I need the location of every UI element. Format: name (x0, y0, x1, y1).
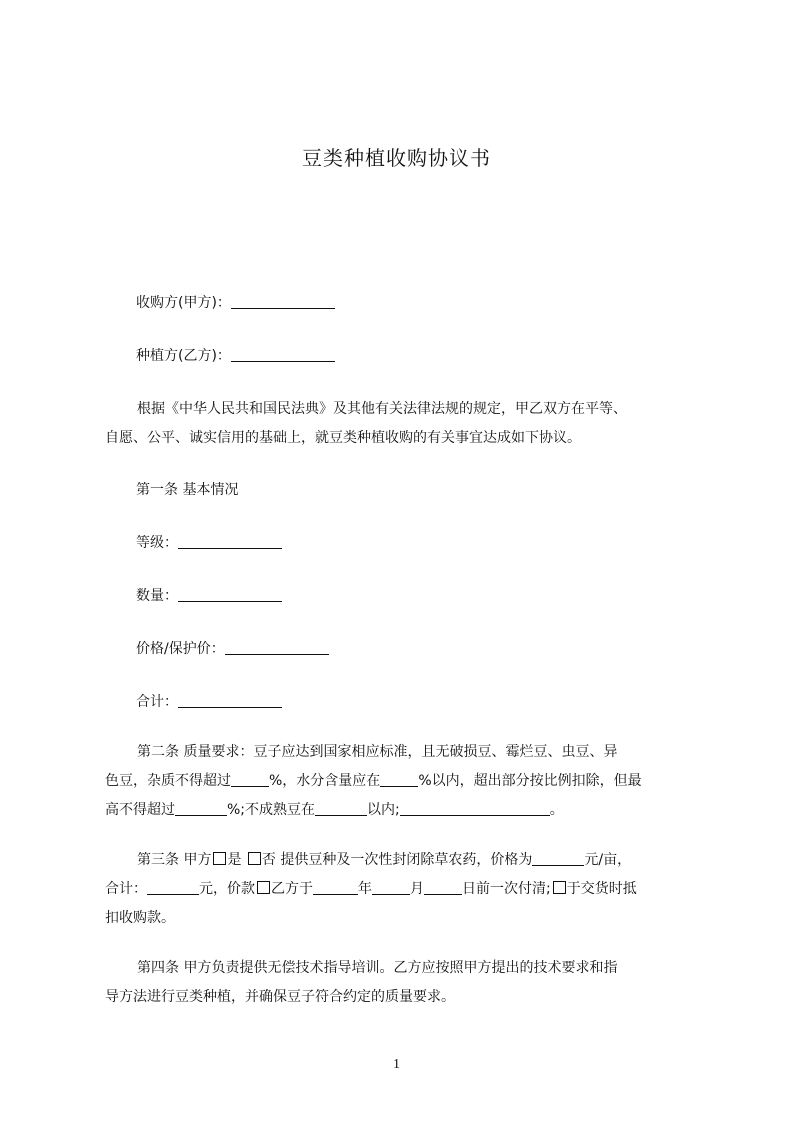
article3-line-2 (105, 879, 705, 908)
day-blank (424, 879, 462, 895)
checkbox-deduct[interactable] (553, 881, 566, 894)
article2-line-1: 第二条 质量要求：豆子应达到国家相应标准，且无破损豆、霉烂豆、虫豆、异 (137, 744, 618, 760)
article3-line-3: 扣收购款。 (105, 910, 175, 926)
article4-paragraph (105, 958, 705, 1016)
moisture-blank (380, 771, 418, 787)
grower-label: 种植方(乙方)： (136, 348, 231, 364)
max-deduction-blank (175, 800, 227, 816)
text-run: 乙方于 (271, 881, 313, 897)
grade-label: 等级： (136, 535, 178, 551)
seed-total-blank (147, 879, 199, 895)
article4-line-1: 第四条 甲方负责提供无偿技术指导培训。乙方应按照甲方提出的技术要求和指 (137, 960, 618, 976)
text-run: %以内，超出部分按比例扣除，但最 (418, 773, 642, 789)
total-label: 合计： (136, 694, 178, 710)
quantity-line (136, 585, 282, 605)
immature-blank (315, 800, 367, 816)
text-run: 高不得超过 (105, 802, 175, 818)
article3-line-1 (105, 850, 705, 879)
checkbox-no[interactable] (248, 852, 261, 865)
page-number: 1 (393, 1057, 400, 1072)
quantity-blank (178, 586, 282, 602)
checkbox-yes[interactable] (213, 852, 226, 865)
buyer-line (136, 292, 335, 312)
text-run: 元，价款 (199, 881, 255, 897)
document-title: 豆类种植收购协议书 (302, 146, 491, 170)
text-run: 以内; (367, 802, 400, 818)
total-line (136, 691, 282, 711)
grower-line (136, 345, 335, 365)
price-label: 价格/保护价： (136, 641, 225, 657)
preamble-line-1: 根据《中华人民共和国民法典》及其他有关法律法规的规定，甲乙双方在平等、 (137, 401, 627, 417)
other-blank (400, 800, 550, 816)
article1-heading: 第一条 基本情况 (136, 482, 239, 498)
text-run: 色豆，杂质不得超过 (105, 773, 231, 789)
text-run: 元/亩， (584, 852, 632, 868)
grade-line (136, 532, 282, 552)
text-run: 月 (410, 881, 424, 897)
price-line (136, 638, 329, 658)
text-run: 日前一次付清; (462, 881, 551, 897)
text-run: %，水分含量应在 (269, 773, 381, 789)
buyer-label: 收购方(甲方)： (136, 295, 231, 311)
text-run: 第三条 甲方 (137, 852, 212, 868)
text-run: %;不成熟豆在 (227, 802, 316, 818)
grade-blank (178, 533, 282, 549)
year-blank (313, 879, 358, 895)
price-blank (225, 639, 329, 655)
grower-blank (231, 346, 335, 362)
text-run: 年 (358, 881, 372, 897)
month-blank (372, 879, 410, 895)
text-run: 于交货时抵 (566, 881, 637, 897)
buyer-blank (231, 293, 335, 309)
text-run: 。 (549, 802, 564, 818)
text-run: 否 提供豆种及一次性封闭除草农药，价格为 (261, 852, 533, 868)
article4-line-2: 导方法进行豆类种植，并确保豆子符合约定的质量要求。 (105, 989, 455, 1005)
text-run: 是 (227, 852, 246, 868)
seed-price-blank (532, 850, 584, 866)
article2-line-2 (105, 771, 705, 800)
article2-line-3 (105, 800, 705, 829)
quantity-label: 数量： (136, 588, 178, 604)
preamble-paragraph (105, 399, 705, 457)
total-blank (178, 692, 282, 708)
text-run: 合计： (105, 881, 147, 897)
article2-paragraph (105, 742, 705, 829)
checkbox-pay-before[interactable] (257, 881, 270, 894)
impurity-blank (231, 771, 269, 787)
preamble-line-2: 自愿、公平、诚实信用的基础上，就豆类种植收购的有关事宜达成如下协议。 (105, 430, 581, 446)
article3-paragraph (105, 850, 705, 937)
